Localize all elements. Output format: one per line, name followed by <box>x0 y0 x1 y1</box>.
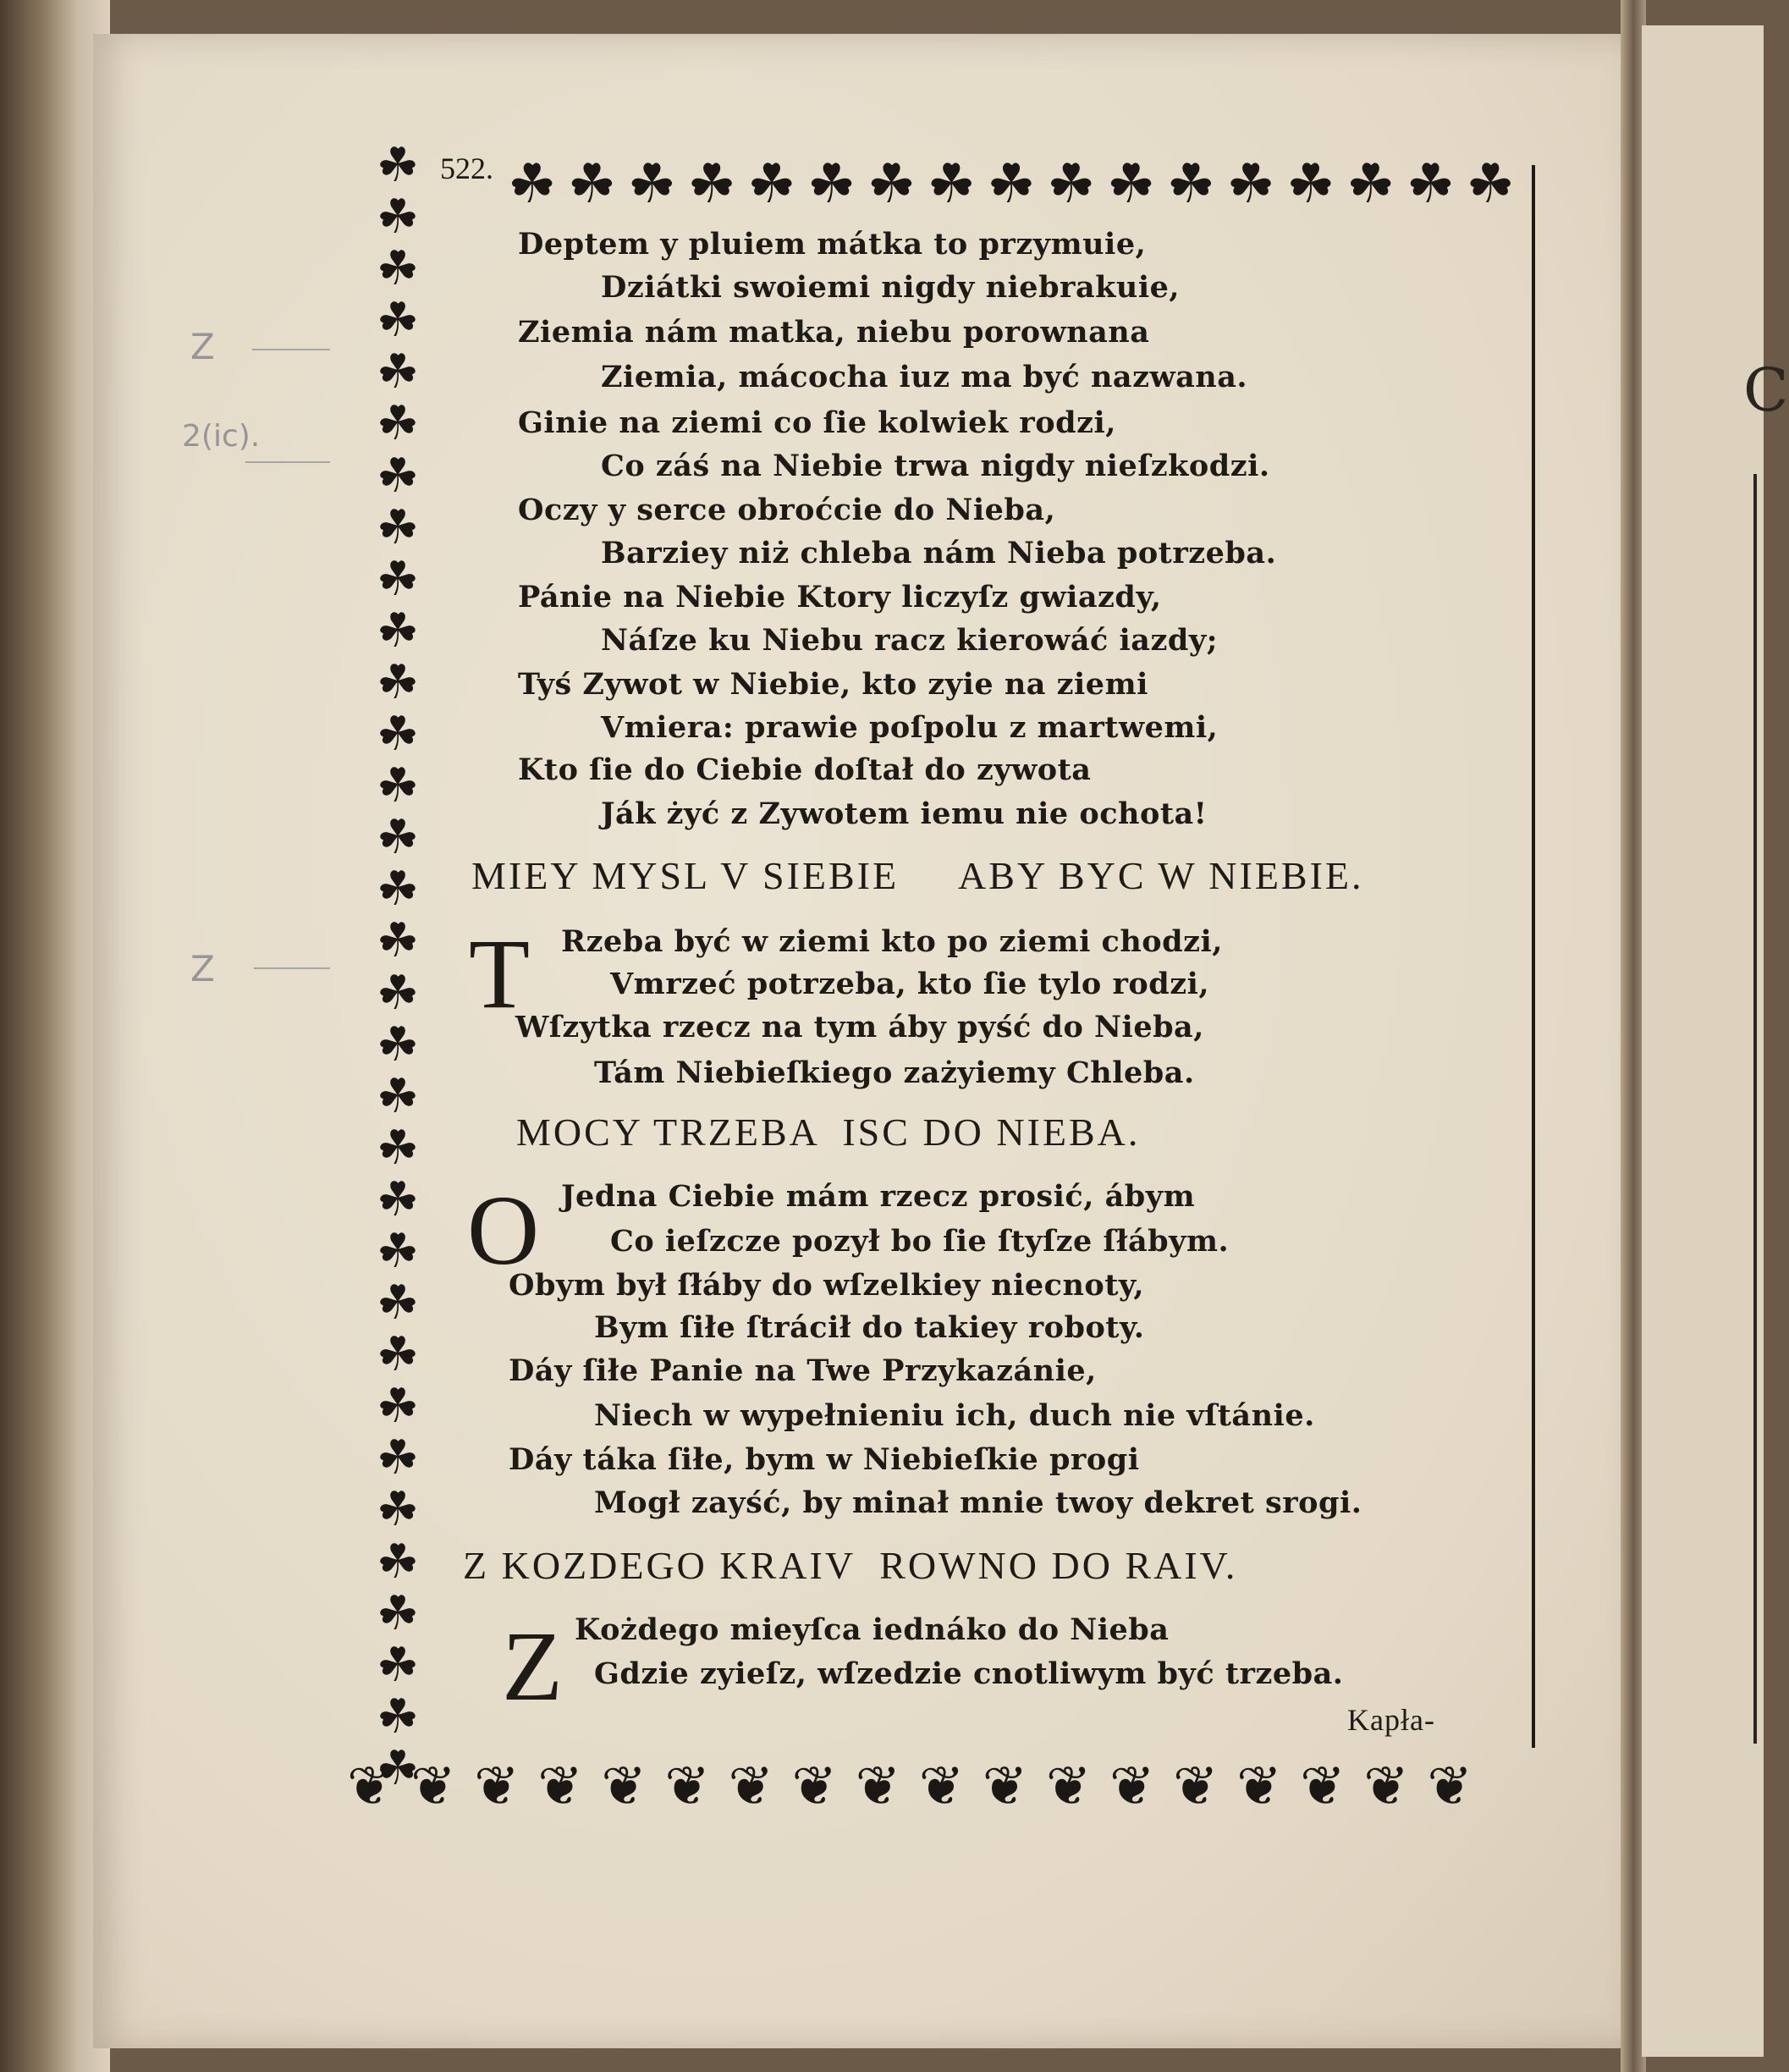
verse-line: Náſze ku Niebu racz kierowáć iazdy; <box>601 623 1219 658</box>
fleuron-ornament-icon: ☘ <box>1286 152 1335 216</box>
fleuron-ornament-icon: ☘ <box>376 654 420 710</box>
fleuron-ornament-icon: ❦ <box>601 1755 647 1818</box>
fleuron-ornament-icon: ☘ <box>376 1171 420 1227</box>
verse-line: Kożdego mieyſca iednáko do Nieba <box>575 1612 1170 1647</box>
fleuron-ornament-icon: ☘ <box>376 138 420 193</box>
fleuron-ornament-icon: ☘ <box>376 344 420 400</box>
verse-line: Ziemia, mácocha iuz ma być nazwana. <box>601 360 1248 394</box>
bottom-ornament-border <box>347 1750 1472 1822</box>
verse-line: Gdzie zyieſz, wſzedzie cnotliwym być trzeba. <box>594 1656 1344 1691</box>
fleuron-ornament-icon: ☘ <box>376 241 420 297</box>
fleuron-ornament-icon: ❦ <box>1300 1755 1346 1818</box>
verse-line: Rzeba być w ziemi kto po ziemi chodzi, <box>561 924 1223 959</box>
verse-line: Obym był ſłáby do wſzelkiey niecnoty, <box>509 1268 1145 1303</box>
fleuron-ornament-icon: ☘ <box>376 1534 420 1590</box>
margin-dash <box>245 461 330 463</box>
fleuron-ornament-icon: ❦ <box>1109 1755 1155 1818</box>
left-ornament-border <box>355 138 440 1796</box>
fleuron-ornament-icon: ☘ <box>376 862 420 918</box>
fleuron-ornament-icon: ☘ <box>376 448 420 504</box>
fleuron-ornament-icon: ☘ <box>376 1017 420 1072</box>
fleuron-ornament-icon: ☘ <box>508 152 557 216</box>
fleuron-ornament-icon: ☘ <box>376 293 420 349</box>
verse-line: Dáy ſiłe Panie na Twe Przykazánie, <box>509 1353 1097 1388</box>
fleuron-ornament-icon: ❦ <box>537 1755 583 1818</box>
drop-cap: T <box>469 918 531 1029</box>
facing-page <box>1642 25 1764 2057</box>
fleuron-ornament-icon: ☘ <box>1346 152 1395 216</box>
fleuron-ornament-icon: ☘ <box>627 152 676 216</box>
fleuron-ornament-icon: ❦ <box>1236 1755 1282 1818</box>
verse-line: Jedna Ciebie mám rzecz prosić, ábym <box>561 1179 1196 1214</box>
fleuron-ornament-icon: ❦ <box>664 1755 711 1818</box>
fleuron-ornament-icon: ☘ <box>376 707 420 763</box>
verse-line: Ziemia nám matka, niebu porownana <box>518 315 1150 350</box>
fleuron-ornament-icon: ☘ <box>376 758 420 814</box>
fleuron-ornament-icon: ☘ <box>376 1637 420 1693</box>
facing-page-rule <box>1753 474 1757 1744</box>
verse-line: Co záś na Niebie trwa nigdy nieſzkodzi. <box>601 449 1270 483</box>
fleuron-ornament-icon: ☘ <box>376 499 420 555</box>
fleuron-ornament-icon: ☘ <box>1047 152 1096 216</box>
catchword: Kapła- <box>1347 1703 1435 1737</box>
right-border-rule <box>1532 165 1535 1748</box>
fleuron-ornament-icon: ☘ <box>376 1740 420 1796</box>
verse-line: Wſzytka rzecz na tym áby pyść do Nieba, <box>515 1010 1204 1044</box>
section-heading: MIEY MYSL V SIEBIE ABY BYC W NIEBIE. <box>471 854 1364 897</box>
verse-line: Vmiera: prawie poſpolu z martwemi, <box>601 710 1219 745</box>
fleuron-ornament-icon: ❦ <box>1427 1755 1472 1818</box>
verse-line: Tám Niebieſkiego zażyiemy Chleba. <box>594 1055 1195 1090</box>
fleuron-ornament-icon: ❦ <box>1363 1755 1409 1818</box>
fleuron-ornament-icon: ☘ <box>376 1430 420 1486</box>
top-ornament-border <box>508 144 1515 224</box>
facing-page-letter: C <box>1743 355 1789 425</box>
fleuron-ornament-icon: ☘ <box>376 1482 420 1538</box>
verse-line: Dziátki swoiemi nigdy niebrakuie, <box>601 270 1181 305</box>
margin-note: Z <box>190 948 215 989</box>
verse-line: Tyś Zywot w Niebie, kto zyie na ziemi <box>518 667 1148 702</box>
verse-line: Niech w wypełnieniu ich, duch nie vſtánie. <box>594 1398 1315 1433</box>
verse-line: Kto ſie do Ciebie doſtał do zywota <box>518 752 1092 787</box>
drop-cap: Z <box>502 1611 564 1722</box>
fleuron-ornament-icon: ❦ <box>855 1755 901 1818</box>
fleuron-ornament-icon: ❦ <box>791 1755 838 1818</box>
fleuron-ornament-icon: ☘ <box>927 152 976 216</box>
fleuron-ornament-icon: ☘ <box>987 152 1036 216</box>
section-heading: MOCY TRZEBA ISC DO NIEBA. <box>516 1110 1141 1154</box>
verse-line: Vmrzeć potrzeba, kto ſie tylo rodzi, <box>610 967 1210 1001</box>
fleuron-ornament-icon: ☘ <box>687 152 736 216</box>
fleuron-ornament-icon: ❦ <box>918 1755 965 1818</box>
fleuron-ornament-icon: ☘ <box>376 1276 420 1331</box>
fleuron-ornament-icon: ☘ <box>747 152 796 216</box>
fleuron-ornament-icon: ☘ <box>867 152 917 216</box>
fleuron-ornament-icon: ☘ <box>376 1223 420 1279</box>
fleuron-ornament-icon: ☘ <box>376 810 420 866</box>
fleuron-ornament-icon: ☘ <box>376 551 420 607</box>
margin-dash <box>254 967 330 969</box>
fleuron-ornament-icon: ❦ <box>474 1755 520 1818</box>
verse-line: Mogł zayść, by minał mnie twoy dekret srogi. <box>594 1485 1362 1520</box>
verse-line: Dáy táka ſiłe, bym w Niebieſkie progi <box>509 1442 1140 1477</box>
fleuron-ornament-icon: ☘ <box>376 190 420 245</box>
verse-line: Ják żyć z Zywotem iemu nie ochota! <box>601 796 1208 831</box>
fleuron-ornament-icon: ☘ <box>1466 152 1515 216</box>
page-number: 522. <box>440 152 493 185</box>
fleuron-ornament-icon: ☘ <box>376 1120 420 1176</box>
verse-line: Barziey niż chleba nám Nieba potrzeba. <box>601 536 1277 570</box>
verse-line: Oczy y serce obroćcie do Nieba, <box>518 493 1056 527</box>
verse-line: Deptem y pluiem mátka to przymuie, <box>518 227 1147 262</box>
fleuron-ornament-icon: ☘ <box>1226 152 1275 216</box>
fleuron-ornament-icon: ☘ <box>1406 152 1456 216</box>
fleuron-ornament-icon: ☘ <box>376 1379 420 1435</box>
margin-note: Z <box>190 326 215 367</box>
fleuron-ornament-icon: ❦ <box>410 1755 456 1818</box>
fleuron-ornament-icon: ❦ <box>982 1755 1028 1818</box>
fleuron-ornament-icon: ❦ <box>347 1755 393 1818</box>
fleuron-ornament-icon: ☘ <box>376 396 420 452</box>
fleuron-ornament-icon: ☘ <box>806 152 856 216</box>
fleuron-ornament-icon: ❦ <box>1173 1755 1219 1818</box>
margin-dash <box>252 349 330 350</box>
drop-cap: O <box>467 1175 540 1286</box>
section-heading: Z KOZDEGO KRAIV ROWNO DO RAIV. <box>463 1544 1238 1587</box>
verse-line: Bym ſiłe ſtrácił do takiey roboty. <box>594 1310 1145 1345</box>
fleuron-ornament-icon: ☘ <box>376 1689 420 1744</box>
fleuron-ornament-icon: ☘ <box>376 965 420 1021</box>
verse-line: Pánie na Niebie Ktory liczyſz gwiazdy, <box>518 580 1162 614</box>
fleuron-ornament-icon: ☘ <box>1166 152 1215 216</box>
verse-line: Co ieſzcze pozył bo ſie ſtyſze ſłábym. <box>610 1224 1230 1259</box>
margin-note: 2(ic). <box>182 419 261 454</box>
fleuron-ornament-icon: ☘ <box>376 1585 420 1641</box>
fleuron-ornament-icon: ☘ <box>567 152 617 216</box>
fleuron-ornament-icon: ☘ <box>376 913 420 969</box>
fleuron-ornament-icon: ❦ <box>1045 1755 1092 1818</box>
fleuron-ornament-icon: ☘ <box>376 603 420 659</box>
fleuron-ornament-icon: ☘ <box>1106 152 1156 216</box>
fleuron-ornament-icon: ❦ <box>728 1755 774 1818</box>
fleuron-ornament-icon: ☘ <box>376 1068 420 1124</box>
fleuron-ornament-icon: ☘ <box>376 1327 420 1383</box>
verse-line: Ginie na ziemi co ſie kolwiek rodzi, <box>518 405 1116 440</box>
